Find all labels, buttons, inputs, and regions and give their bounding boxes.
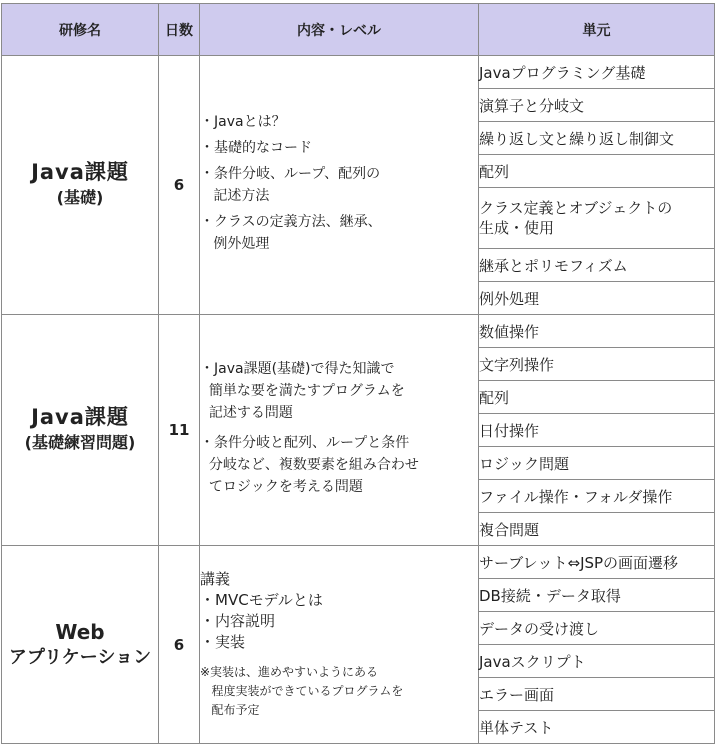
content-item: ・内容説明 — [200, 612, 276, 630]
unit-cell: 文字列操作 — [479, 348, 715, 381]
implementation-note: ※実装は、進めやすいようにある 程度実装ができているプログラムを 配布予定 — [200, 665, 404, 717]
course-subtitle: アプリケーション — [8, 646, 152, 668]
unit-cell: ロジック問題 — [479, 447, 715, 480]
course-subtitle: (基礎練習問題) — [24, 433, 136, 452]
unit-cell: 複合問題 — [479, 513, 715, 546]
table-row — [2, 546, 715, 579]
unit-cell: 数値操作 — [479, 315, 715, 348]
course-name: Java課題 — [31, 160, 129, 184]
course-name: Web — [55, 619, 105, 644]
unit-cell: サーブレット⇔JSPの画面遷移 — [479, 546, 715, 579]
course-name-cell — [2, 315, 159, 546]
course-name: Java課題 — [31, 405, 129, 429]
course-days: 11 — [159, 315, 200, 546]
table-row — [2, 315, 715, 348]
header-content-level: 内容・レベル — [200, 4, 479, 56]
table-row — [2, 56, 715, 89]
unit-cell: Javaプログラミング基礎 — [479, 56, 715, 89]
unit-cell: 配列 — [479, 381, 715, 414]
course-content-cell — [200, 315, 479, 546]
course-subtitle: (基礎) — [56, 188, 104, 207]
unit-cell: DB接続・データ取得 — [479, 579, 715, 612]
content-item: ・実装 — [200, 633, 246, 651]
header-row — [2, 4, 715, 56]
unit-cell: Javaスクリプト — [479, 645, 715, 678]
header-course-name: 研修名 — [2, 4, 159, 56]
content-item: ・条件分岐と配列、ループと条件 分岐など、複数要素を組み合わせ てロジックを考える問題 — [200, 435, 419, 495]
course-content-cell — [200, 56, 479, 315]
header-days: 日数 — [159, 4, 200, 56]
header-unit: 単元 — [479, 4, 715, 56]
unit-cell: 例外処理 — [479, 282, 715, 315]
unit-cell: エラー画面 — [479, 678, 715, 711]
course-days: 6 — [159, 56, 200, 315]
unit-cell: 繰り返し文と繰り返し制御文 — [479, 122, 715, 155]
content-item: ・MVCモデルとは — [200, 591, 323, 609]
content-item: ・Javaとは？ — [200, 114, 286, 130]
content-item: 講義 — [200, 570, 231, 588]
unit-cell: クラス定義とオブジェクトの 生成・使用 — [479, 188, 715, 249]
course-days: 6 — [159, 546, 200, 744]
course-content-cell — [200, 546, 479, 744]
content-item: ・クラスの定義方法、継承、 例外処理 — [200, 214, 382, 252]
unit-cell: 日付操作 — [479, 414, 715, 447]
unit-cell: ファイル操作・フォルダ操作 — [479, 480, 715, 513]
content-item: ・基礎的なコード — [200, 140, 312, 156]
course-name-cell — [2, 546, 159, 744]
content-item: ・Java課題(基礎)で得た知識で 簡単な要を満たすプログラムを 記述する問題 — [200, 361, 405, 421]
course-name-cell — [2, 56, 159, 315]
curriculum-table — [1, 3, 715, 744]
unit-cell: 配列 — [479, 155, 715, 188]
unit-cell: 単体テスト — [479, 711, 715, 744]
unit-cell: 継承とポリモフィズム — [479, 249, 715, 282]
unit-cell: 演算子と分岐文 — [479, 89, 715, 122]
unit-cell: データの受け渡し — [479, 612, 715, 645]
content-item: ・条件分岐、ループ、配列の 記述方法 — [200, 166, 381, 204]
